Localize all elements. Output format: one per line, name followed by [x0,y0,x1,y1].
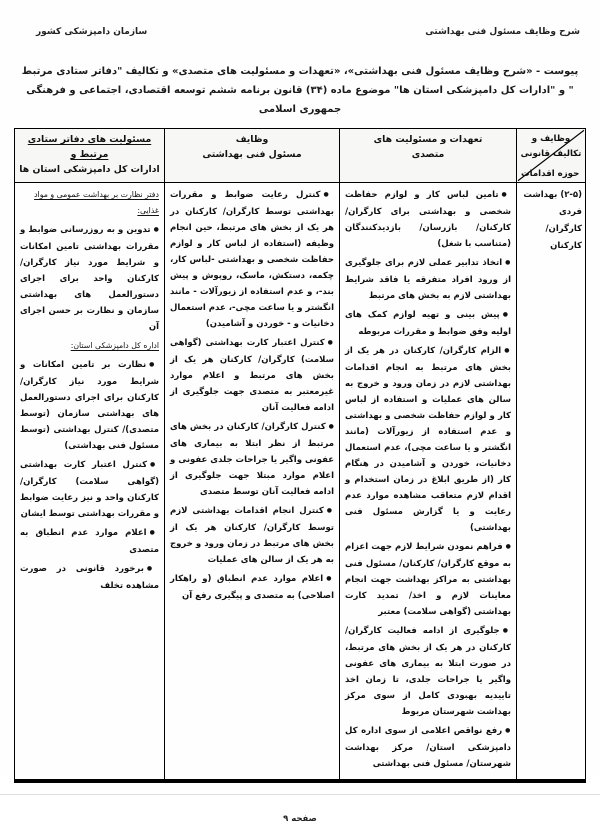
office-duty-item: ● نظارت بر تامین امکانات و شرایط مورد نیاز کارگران/ کارکنان برای اجرای دستورالعمل های بهداشتی سازمان (توسط متصدی)/ کنترل بهداشتی (توسط مسئول فنی بهداشتی) [20,357,159,454]
col-header-legal-duties [517,129,586,183]
operator-header-line1: تعهدات و مسئولیت های [373,134,483,145]
commitment-item: ● الزام کارگران/ کارکنان در هر یک از بخش های مرتبط به انجام اقدامات بهداشتی لازم در زمان ورود و خروج به سالن های عملیات و استفاده از لباس کار و لوازم حفاظت شخصی و بهداشتی و عدم استفاده از زیورآلات (مانند انگشتر و یا ساعت مچی)، عدم استعمال دخانیات، خوردن و آشامیدن در هنگام کار (از طریق ابلاغ در زمان استخدام و اقدام لازم متعاقب مشاهده موارد عدم رعایت و یا گزارش مسئول فنی بهداشتی) [345,343,511,536]
offices-header-line1: مسئولیت های دفاتر ستادی مرتبط و [27,134,152,160]
technical-duties-cell [165,183,340,782]
table-header-row [15,129,586,183]
running-header [0,0,600,37]
technical-header-line2: مسئول فنی بهداشتی [202,149,302,160]
commitment-item: ● تامین لباس کار و لوازم حفاظت شخصی و بهداشتی برای کارگران/ کارکنان/ بازرسان/ بازدیدکنندگان (متناسب با شغل) [345,187,511,252]
office-duty-item: ● کنترل اعتبار کارت بهداشتی (گواهی سلامت) کارگران/ کارکنان واحد و نیز رعایت ضوابط و مقررات بهداشتی توسط ایشان [20,457,159,522]
office-subheader: دفتر نظارت بر بهداشت عمومی و مواد غذایی: [34,190,159,215]
office-duty-item: ● برخورد قانونی در صورت مشاهده تخلف [20,561,159,594]
legal-duty-cell [517,183,586,782]
intro-paragraph: پیوست - «شرح وظایف مسئول فنی بهداشتی»، «تعهدات و مسئولیت های متصدی» و تکالیف "دفاتر ستادی مرتبط " و "ادارات کل دامپزشکی استان ها" موضوع ماده (۳۴) قانون برنامه ششم توسعه اقتصادی، اجتماعی و فرهنگی جمهوری اسلامی [21,66,579,115]
office-duty-item: ● تدوین و به روزرسانی ضوابط و مقررات بهداشتی تامین امکانات و شرایط مورد نیاز کارگران/ کارکنان واحد برای اجرای دستورالعمل های بهداشتی سازمان و نظارت بر حسن اجرای آن [20,222,159,335]
footer-page-number: صفحه ۹ [283,814,317,824]
duty-item: ● کنترل انجام اقدامات بهداشتی لازم توسط کارگران/ کارکنان هر یک از بخش های مرتبط در زمان ورود و خروج به هر یک از سالن های عملیات [170,503,334,568]
office-subheader: اداره کل دامپزشکی استان: [70,341,159,350]
commitment-item: ● اتخاذ تدابیر عملی لازم برای جلوگیری از ورود افراد متفرقه یا فاقد شرایط بهداشتی لازم به بخش های مرتبط [345,255,511,304]
scan-edge-line [0,794,600,795]
col-header-technical-duties [165,129,340,183]
technical-header-line1: وظایف [235,134,269,145]
duty-item: ● کنترل اعتبار کارت بهداشتی (گواهی سلامت) کارگران/ کارکنان هر یک از بخش های مرتبط و اعلام موارد غیرمعتبر به متصدی جهت جلوگیری از ادامه فعالیت آنان [170,335,334,416]
offices-header-line2: ادارات کل دامپزشکی استان ها [19,164,160,175]
duties-table [14,128,586,783]
legal-duty-text: (۲-۵) بهداشت فردی کارگران/ کارکنان [523,190,582,251]
commitment-item: ● فراهم نمودن شرایط لازم جهت اعزام به موقع کارگران/ کارکنان/ مسئول فنی بهداشتی به مراکز بهداشت جهت انجام معاینات لازم و اخذ/ تمدید کارت بهداشتی (گواهی سلامت) معتبر [345,539,511,620]
col-header-offices-responsibilities [15,129,165,183]
offices-responsibilities-cell [15,183,165,782]
legal-header-top-label: وظایف و تکالیف قانونی [520,134,582,159]
table-body-row [15,183,586,782]
organization-name: سازمان دامپزشکی کشور [36,27,148,37]
commitment-item: ● جلوگیری از ادامه فعالیت کارگران/ کارکنان در هر یک از بخش های مرتبط، در صورت ابتلا به بیماری های عفونی واگیر یا جراحات جلدی، تا زمان اخذ تاییدیه بهبودی کامل از سوی مرکز بهداشت شهرستان مربوط [345,623,511,720]
col-header-operator-commitments [340,129,517,183]
operator-header-line2: متصدی [411,149,445,160]
legal-header-bottom-label: حوزه اقدامات [521,169,580,179]
duty-item: ● کنترل کارگران/ کارکنان در بخش های مرتبط از نظر ابتلا به بیماری های عفونی واگیر یا جراحات جلدی عفونی و اعلام موارد مبتلا جهت جلوگیری از ادامه فعالیت آنان توسط متصدی [170,419,334,500]
operator-commitments-cell [340,183,517,782]
duty-item: ● اعلام موارد عدم انطباق (و راهکار اصلاحی) به متصدی و پیگیری رفع آن [170,571,334,604]
office-duty-item: ● اعلام موارد عدم انطباق به متصدی [20,525,159,558]
commitment-item: ● پیش بینی و تهیه لوازم کمک های اولیه وفق ضوابط و مقررات مربوطه [345,307,511,340]
duty-item: ● کنترل رعایت ضوابط و مقررات بهداشتی توسط کارگران/ کارکنان در هر یک از بخش های مرتبط، حین انجام وظیفه (استفاده از لباس کار و لوازم حفاظت شخصی و بهداشتی -لباس کار، چکمه، دستکش، ماسک، روپوش و پیش بند-، و عدم استفاده از زیورآلات - مانند انگشتر و یا ساعت مچی-، عدم استعمال دخانیات و - خوردن و آشامیدن) [170,187,334,332]
commitment-item: ● رفع نواقص اعلامی از سوی اداره کل دامپزشکی استان/ مرکز بهداشت شهرستان/ مسئول فنی بهداشتی [345,723,511,772]
page-title: شرح وظایف مسئول فنی بهداشتی [425,27,580,37]
